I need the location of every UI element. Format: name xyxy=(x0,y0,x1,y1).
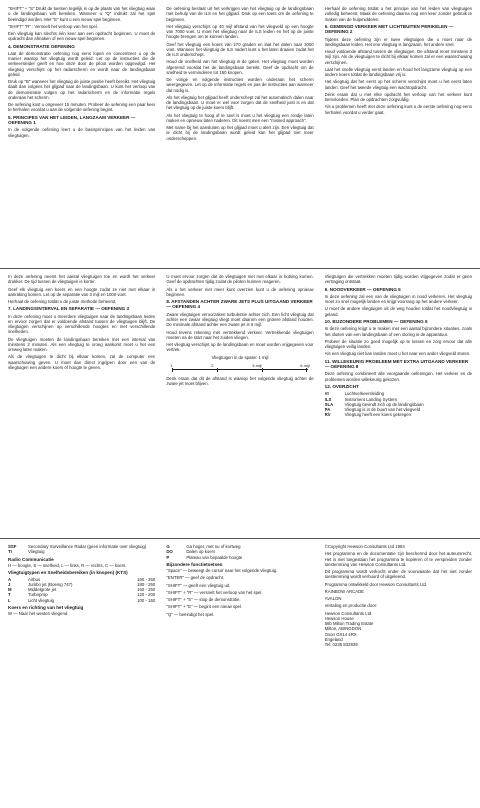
scale-label: 3 mijl xyxy=(252,362,262,368)
paragraph: U moet ervoor zorgen dat de vliegtuigen niet met elkaar in botsing komen. Geef de opdrachten tijdig zodat de piloten kunnen reageren. xyxy=(166,274,314,285)
paragraph: "Space" — beweegt de cursor naar het volgende vliegtuig. xyxy=(166,568,278,574)
paragraph: Herhaal de oefening totdat u de juiste methode beheerst. xyxy=(8,299,117,304)
radio-heading: Radio Communicatie xyxy=(8,556,54,562)
distance-scale-line xyxy=(172,369,307,373)
divider xyxy=(0,538,480,539)
address-line: Milton, ABINGDON xyxy=(324,626,362,632)
paragraph: "SHIFT" + "E" — begint een nieuw spel. xyxy=(166,604,243,610)
glossary-row: SSF Secondary Surveillance Radar (geen informatie over vliegtuig) xyxy=(8,544,147,549)
paragraph: Houd tevens rekening met vertrekkend verkeer. Vertrekkende vliegtuigen moeten na de start naar het zuiden vliegen. xyxy=(166,329,314,340)
paragraph: De vliegtuigen moeten de landingsbaan bereiken met een interval van minstens 2 minuten. Als een vliegtuig te vroeg aankomt moet u het een omweg laten maken. xyxy=(8,336,156,353)
column-3 xyxy=(325,6,472,143)
section-band-2 xyxy=(0,274,480,532)
section-heading-5: 5. PRINCIPES VAN HET LEIDEN, LANGZAAM VERKEER — OEFENING 1 xyxy=(8,114,136,126)
paragraph: Met name bij het aansluiten op het glijpad moet u alert zijn. Een vliegtuig dat te dicht bij de landingsbaan wordt geleid kan het glijpad niet meer onderscheppen. xyxy=(166,125,314,141)
paragraph: Het vliegtuig dat het eerst op het scherm verschijnt moet u het eerst laten landen. Geef het tweede vliegtuig een wachtopdracht. xyxy=(324,79,472,90)
glossary-row: P Plateau van bepaalde hoogte xyxy=(166,554,243,560)
paragraph: Laat de demonstratie oefening nog eens lopen en concentreer u op de manier waarop het vliegtuig wordt geleid. Let op de instructies die de verkeersleider geeft en hoe deze door de piloot worden opgevolgd. Het vliegtuig verschijnt op het radarscherm en wordt naar de landingsbaan geleid. xyxy=(8,50,156,77)
address-line: 56b Milton Trading Estate xyxy=(324,621,374,626)
paragraph: Als u problemen heeft met deze oefening kunt u de eerste oefening nog eens herhalen voordat u verder gaat. xyxy=(324,104,472,115)
section-heading-4: 4. DEMONSTRATIE OEFENING xyxy=(8,43,75,49)
scale-tick xyxy=(172,368,173,372)
distance-scale-labels xyxy=(170,363,309,368)
paragraph: "Q" — beëindigt het spel. xyxy=(166,611,215,617)
scale-label: 1 xyxy=(170,362,173,368)
glossary-row: ILS Instrument Landing System xyxy=(324,396,397,402)
scale-tick xyxy=(217,368,218,372)
paragraph: "SHIFT" + "S" Drukt de toetsen tegelijk in op de plaats van het vliegtuig waar u de landingsbaan wilt bereiken. Wanneer u "Q" indrukt zal het spel beëindigd worden. Met "E" kunt u een nieuw spel beginnen. xyxy=(8,6,156,22)
paragraph: "SHIFT" — geeft een vliegtuig uit. xyxy=(166,582,231,588)
address-intro: Vertaling en productie door: xyxy=(324,603,378,609)
paragraph: Houd voldoende afstand tussen de vliegtuigen. De afstand moet minstens 3 mijl zijn. Als de vliegtuigen te dicht bij elkaar komen zal er een waarschuwing verschijnen. xyxy=(324,49,472,65)
paragraph: Een vliegtuig kan slechts één keer aan een opdracht beginnen. U moet de opdracht dan afmaken of een nieuw spel beginnen. xyxy=(8,31,156,42)
credit-line: AVALON xyxy=(324,596,342,601)
scale-caption: Vliegtuigen in de spatie: 1 mijl xyxy=(211,354,269,360)
section-heading-12: 12. OVERZICHT xyxy=(324,383,359,389)
speed-row: M Middelgrote jet 160 - 250 xyxy=(8,587,156,593)
cursor-heading: Koers en richting van het vliegtuig xyxy=(8,604,84,610)
address-line: Tel: 0235 832939 xyxy=(324,642,358,647)
paragraph: H — hoogte, S — snelheid, L — links, R — rechts, C — koers. xyxy=(8,562,127,568)
paragraph: Laat het snelle vliegtuig eerst landen en houd het langzame vliegtuig op een andere koers totdat de landingsbaan vrij is. xyxy=(324,66,472,78)
section-heading-9: 9. NOODVERKEER — OEFENING 5 xyxy=(324,286,401,292)
paragraph: Als u het verkeer niet meer kunt overzien kunt u de oefening opnieuw beginnen. xyxy=(166,286,314,297)
paragraph: Probeer de situatie zo goed mogelijk op te lossen en zorg ervoor dat alle vliegtuigen veilig landen. xyxy=(324,338,472,350)
paragraph: Deze oefening combineert alle voorgaande oefeningen. Het verkeer en de problemen worden willekeurig gekozen. xyxy=(324,371,472,382)
paragraph: In deze oefening moet u meerdere vliegtuigen naar de landingsbaan leiden en ervoor zorgen dat er voldoende afstand tussen de vliegtuigen blijft. De vliegtuigen verschijnen op verschillende hoogtes en met verschillende snelheden. xyxy=(8,313,156,335)
speed-row: T Turboprop 120 - 200 xyxy=(8,592,156,598)
paragraph: Het programma en de documentatie zijn beschermd door het auteursrecht. Het is niet toegestaan het programma te kopiëren of te verspreiden zonder toestemming van Hewson Consultants Ltd. xyxy=(324,551,472,567)
paragraph: In deze oefening krijgt u te maken met een aantal bijzondere situaties, zoals het sluiten van een landingsbaan of een storing in de apparatuur. xyxy=(324,326,472,337)
paragraph: U moet de andere vliegtuigen uit de weg houden totdat het noodvliegtuig is geland. xyxy=(324,306,472,317)
credit-line: RAINBOW ARCADE xyxy=(324,588,365,594)
paragraph: Als een vliegtuig niet kan landen moet u het naar een ander vliegveld sturen. xyxy=(324,351,471,357)
address-line: Oxon OX14 4RX xyxy=(324,631,357,637)
paragraph: Programma ontwikkeld door Hewson Consultants Ltd. xyxy=(324,581,428,587)
paragraph: W — Naar het westen vliegend. xyxy=(8,611,69,617)
scale-label: 2 xyxy=(211,362,214,368)
glossary-row: R/r Vliegtuig heeft een koers gekregen xyxy=(324,412,412,418)
section-band-1 xyxy=(0,6,480,264)
glossary-row: VI Luchtverkeersleiding xyxy=(324,391,385,397)
scale-label: 6 mijl xyxy=(300,362,310,368)
publisher-address xyxy=(325,611,472,648)
paragraph: "SHIFT" + "S" — stop de demonstratie. xyxy=(166,597,241,603)
column-3 xyxy=(325,274,472,418)
paragraph: Vliegtuigen die vertrekken moeten tijdig worden vrijgegeven zodat er geen vertraging ontstaat. xyxy=(324,274,472,285)
paragraph: De oefening kost u ongeveer 15 minuten. Probeer de oefening een paar keer te herhalen voordat u aan de volgende oefening begint. xyxy=(8,102,156,113)
speed-row: L Licht vliegtuig 100 - 160 xyxy=(8,597,156,603)
paragraph: Het vliegtuig verschijnt op 40 mijl afstand van het vliegveld op een hoogte van 7000 voet. U moet het vliegtuig naar de ILS leiden en het op de juiste hoogte brengen om te kunnen landen. xyxy=(166,23,314,40)
paragraph: Dit programma wordt verkocht onder de voorwaarde dat het niet zonder toestemming wordt verhuurd of uitgeleend. xyxy=(324,569,472,580)
paragraph: Tijdens deze oefening zijn er twee vliegtuigen die u moet naar de landingsbaan leiden. Het ene vliegtuig is langzaam, het andere snel. xyxy=(324,36,472,47)
column-2 xyxy=(166,544,313,647)
section-band-3 xyxy=(0,544,480,802)
glossary-row: SLA Vliegtuig bevindt zich op de landingsbaan xyxy=(324,401,424,407)
function-keys-heading: Bijzondere functietoetsen xyxy=(166,561,223,567)
paragraph: Het vliegtuig verschijnt op de landingsbaan en moet worden vrijgegeven voor vertrek. xyxy=(166,342,314,353)
column-1 xyxy=(8,274,155,418)
section-heading-11: 11. WILLEKEURIG PROBLEEM MET EXTRA UITGAAND VERKEER — OEFENING 8 xyxy=(324,358,469,369)
section-heading-6: 6. GEMENGD VERKEER MET LICHTBUITEN PERIKELEN — OEFENING 2 xyxy=(324,23,454,35)
column-3 xyxy=(325,544,472,647)
paragraph: Zware vliegtuigen veroorzaken turbulentie achter zich. Een licht vliegtuig dat achter een zwaar vliegtuig vliegt moet daarom een grotere afstand houden. De minimale afstand achter een zware jet is 6 mijl. xyxy=(166,311,314,328)
glossary-row: DO Dalen op koers xyxy=(166,549,216,555)
copyright-line: ©Copyright Hewson Consultants Ltd 1984 xyxy=(324,544,405,549)
scale-tick xyxy=(306,368,307,372)
paragraph: "SHIFT" + "R" — versnelt het verloop van het spel. xyxy=(166,589,263,595)
speed-row: A Airbus 160 - 250 xyxy=(8,576,156,582)
glossary-row: G Ga hoger, met nu of kortweg xyxy=(166,544,241,549)
paragraph: Als het vliegtuig het glijpad heeft onderschept zal het automatisch dalen naar de landingsbaan. U moet er wel voor zorgen dat de snelheid juist is en dat het vliegtuig op de juiste koers blijft. xyxy=(166,94,314,111)
scale-tick xyxy=(262,368,263,372)
scale-note: Denk eraan dat dit de afstand is waarop het volgende vliegtuig achter de zware jet moet blijven. xyxy=(166,376,314,387)
paragraph: In de volgende oefening leert u de basisprincipes van het leiden van vliegtuigen. xyxy=(8,127,156,138)
section-heading-7: 7. LANDINGSINTERVAL EN SEPARATIE — OEFENING 3 xyxy=(8,306,130,312)
column-2 xyxy=(166,6,313,143)
glossary-row: PA Vliegtuig is in de buurt van het vliegveld xyxy=(324,407,421,413)
paragraph: Als de vliegtuigen te dicht bij elkaar komen, zal de computer een waarschuwing geven. U moet dan direct ingrijpen door een van de vliegtuigen een andere koers of hoogte te geven. xyxy=(8,354,156,370)
section-heading-8: 8. AFSTANDEN ACHTER ZWARE JETS PLUS UITGAAND VERKEER — OEFENING 4 xyxy=(166,299,313,310)
paragraph: Houd de snelheid van het vliegtuig in de gaten. Het vliegtuig moet worden afgeremd voordat het de landingsbaan bereikt. Geef de opdracht om de snelheid te verminderen tot 160 knopen. xyxy=(166,59,314,75)
paragraph: Geef elk vliegtuig een koers en een hoogte zodat ze niet met elkaar in aanraking komen. Let op de separatie van 3 mijl en 1000 voet. xyxy=(8,286,156,297)
speeds-heading: Vliegtuigtypen en Snelheidsbereiken (in knopen) (KTS) xyxy=(8,570,128,576)
paragraph: Geef het vliegtuig een koers van 270 graden en laat het dalen naar 3000 voet. Wanneer het vliegtuig de ILS nadert kunt u het laten draaien zodat het de ILS onderschept. xyxy=(166,41,314,57)
paragraph: Herhaal de oefening totdat u het principe van het leiden van vliegtuigen volledig beheerst. Maak de oefening daarna nog een keer zonder gebruik te maken van de hulpmiddelen. xyxy=(324,6,472,22)
column-1 xyxy=(8,6,155,143)
column-2 xyxy=(166,274,313,418)
glossary-row: TI Vliegtuig xyxy=(8,549,45,555)
speed-row: J Jumbo jet (Boeing 747) 180 - 250 xyxy=(8,581,156,587)
paragraph: Als het vliegtuig te hoog of te snel is moet u het vliegtuig een rondje laten maken en opnieuw laten naderen. Dit noemt men een "missed approach". xyxy=(166,112,314,123)
address-line: Hewson House xyxy=(324,615,354,621)
paragraph: Denk eraan dat u met elke opdracht het verloop van het verkeer kunt beïnvloeden. Plan de opdrachten zorgvuldig. xyxy=(324,91,472,103)
paragraph: De oefening bestaat uit het verkrijgen van het vliegtuig op de landingsbaan met behulp van de ILS en het glijpad. Druk op een toets om de oefening te beginnen. xyxy=(166,6,314,22)
section-heading-10: 10. BIJZONDERE PROBLEMEN — OEFENING 6 xyxy=(324,318,428,324)
paragraph: "SHIFT" "R" : Versnelt het verloop van het spel. xyxy=(8,23,98,29)
divider xyxy=(0,268,480,269)
address-line: Hewson Consultants Ltd xyxy=(324,610,372,616)
paragraph: De vorige en volgende instructies worden onderaan het scherm weergegeven. Let op de informatie regels en pas de instructies aan wanneer dat nodig is. xyxy=(166,77,314,93)
paragraph: "ENTER" — geef de opdracht. xyxy=(166,575,225,581)
column-1 xyxy=(8,544,155,647)
paragraph: In deze oefening zal een van de vliegtuigen in nood verkeren. Het vliegtuig moet zo snel mogelijk landen en krijgt voorrang op het andere verkeer. xyxy=(324,293,472,305)
paragraph: In deze oefening neemt het aantal vliegtuigen toe en wordt het verkeer drukker. De tijd tussen de vliegtuigen is korter. xyxy=(8,274,156,285)
paragraph: Druk op "B" wanneer het vliegtuig de juiste positie heeft bereikt. Het vliegtuig daalt dan volgens het glijpad naar de landingsbaan. U kunt het verloop van de demonstratie volgen op het radarscherm en de informatie regels onderaan het scherm. xyxy=(8,79,156,100)
address-line: Engeland xyxy=(324,636,343,642)
